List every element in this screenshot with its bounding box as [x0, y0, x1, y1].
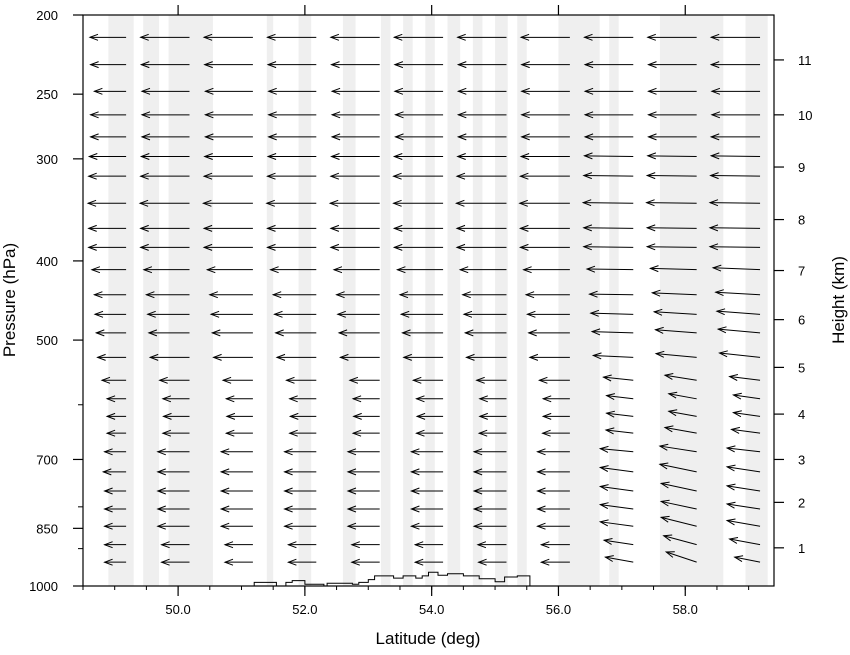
y2-axis-label: Height (km)	[829, 256, 848, 344]
wind-vector-17-4	[354, 413, 380, 419]
wind-vector-11-5	[400, 292, 443, 298]
wind-vector-5-5	[394, 154, 443, 160]
wind-vector-10-5	[397, 267, 443, 273]
y-tick-label-6: 850	[36, 521, 58, 537]
vector-shaft	[583, 203, 633, 204]
wind-vector-13-4	[339, 330, 380, 336]
wind-vector-22-4	[348, 506, 380, 512]
vector-shaft	[647, 203, 697, 204]
wind-vector-4-5	[396, 134, 444, 140]
shaded-band-5	[343, 15, 356, 586]
y-axis-label: Pressure (hPa)	[0, 242, 19, 358]
shaded-band-12	[517, 15, 527, 586]
y2-tick-label-5: 6	[798, 312, 806, 328]
y-tick-label-3: 400	[36, 253, 58, 269]
wind-vector-9-5	[394, 244, 443, 250]
wind-vector-14-5	[404, 354, 443, 360]
y2-tick-label-3: 4	[798, 407, 806, 423]
wind-vector-3-4	[332, 112, 380, 118]
wind-vector-19-4	[348, 449, 380, 455]
vector-shaft	[587, 269, 633, 270]
wind-vector-11-4	[337, 292, 380, 298]
wind-vector-0-5	[394, 34, 443, 40]
wind-vector-7-5	[394, 200, 443, 206]
vector-shaft	[710, 247, 760, 248]
y-tick-label-7: 1000	[29, 579, 58, 594]
wind-vector-20-2	[221, 469, 253, 475]
wind-vector-25-2	[225, 559, 253, 565]
x-tick-label-0: 50.0	[165, 602, 191, 617]
x-tick-label-1: 52.0	[292, 602, 318, 617]
wind-vector-24-4	[352, 542, 380, 548]
vector-shaft	[584, 176, 633, 177]
wind-vector-10-2	[207, 267, 253, 273]
wind-vector-11-2	[210, 292, 253, 298]
wind-vector-15-4	[350, 377, 380, 383]
wind-vector-16-2	[226, 396, 253, 402]
y-axis-ticks	[29, 8, 83, 594]
wind-vector-13-2	[212, 330, 253, 336]
shaded-band-8	[425, 15, 435, 586]
shaded-band-9	[448, 15, 461, 586]
wind-vector-24-2	[225, 542, 253, 548]
vector-shaft	[584, 156, 633, 157]
x-tick-label-3: 56.0	[545, 602, 572, 617]
shaded-band-3	[267, 15, 273, 586]
terrain-profile	[254, 572, 530, 586]
wind-vector-15-2	[223, 377, 253, 383]
wind-vector-18-2	[226, 430, 253, 436]
wind-vector-20-4	[348, 469, 380, 475]
vector-shaft	[647, 247, 696, 248]
terrain-line	[254, 572, 530, 586]
wind-vector-2-4	[332, 88, 380, 94]
shaded-band-4	[299, 15, 312, 586]
wind-vector-22-2	[221, 506, 253, 512]
shaded-band-13	[558, 15, 599, 586]
wind-vector-19-2	[221, 449, 253, 455]
wind-vector-14-2	[214, 354, 253, 360]
y-tick-label-2: 300	[36, 151, 58, 167]
shaded-band-0	[108, 15, 133, 586]
shaded-band-1	[143, 15, 159, 586]
wind-vector-17-2	[227, 413, 253, 419]
shaded-band-7	[403, 15, 413, 586]
wind-vector-2-5	[395, 88, 443, 94]
y2-tick-label-8: 9	[798, 160, 806, 176]
wind-vector-6-5	[394, 173, 443, 179]
shaded-band-16	[745, 15, 767, 586]
shaded-band-10	[473, 15, 483, 586]
y-tick-label-0: 200	[36, 8, 58, 23]
vector-shaft	[711, 156, 760, 157]
wind-vector-12-4	[338, 311, 380, 317]
vector-shaft	[710, 228, 760, 229]
y2-tick-label-10: 11	[798, 52, 812, 68]
wind-vector-16-4	[353, 396, 380, 402]
wind-vector-21-4	[348, 488, 380, 494]
wind-vector-21-2	[221, 488, 253, 494]
x-tick-label-2: 54.0	[419, 602, 445, 617]
y-tick-label-5: 700	[36, 452, 58, 468]
y-tick-label-1: 250	[36, 87, 58, 103]
y2-tick-label-9: 10	[798, 107, 813, 123]
vector-shaft	[590, 294, 634, 295]
vector-shaft	[647, 176, 696, 177]
y2-tick-label-2: 3	[798, 452, 806, 468]
wind-vector-23-2	[221, 523, 253, 529]
wind-vector-4-4	[332, 134, 380, 140]
y2-axis-ticks	[774, 53, 812, 556]
shaded-band-14	[609, 15, 619, 586]
vector-shaft	[584, 247, 633, 248]
vector-shaft	[647, 228, 696, 229]
x-tick-label-4: 58.0	[672, 602, 698, 617]
wind-vector-3-5	[396, 112, 444, 118]
y2-tick-label-1: 2	[798, 495, 806, 511]
y2-tick-label-4: 5	[798, 360, 806, 376]
shaded-band-2	[169, 15, 213, 586]
vector-shaft	[711, 176, 760, 177]
y2-tick-label-6: 7	[798, 263, 806, 279]
vector-shaft	[710, 203, 760, 204]
y2-tick-label-7: 8	[798, 212, 806, 228]
wind-vector-10-4	[334, 267, 380, 273]
shaded-band-11	[495, 15, 508, 586]
wind-vector-12-5	[401, 311, 443, 317]
wind-vector-18-4	[353, 430, 380, 436]
y2-tick-label-0: 1	[798, 540, 806, 556]
vector-shaft	[584, 228, 633, 229]
wind-vector-13-5	[403, 330, 444, 336]
wind-vector-1-5	[395, 62, 443, 68]
wind-vector-25-4	[352, 559, 380, 565]
y-tick-label-4: 500	[36, 333, 58, 349]
wind-vector-8-5	[394, 225, 443, 231]
x-axis-label: Latitude (deg)	[375, 629, 481, 648]
wind-vector-23-4	[348, 523, 380, 529]
vector-shaft	[648, 156, 697, 157]
wind-vector-14-4	[340, 354, 379, 360]
shaded-band-6	[381, 15, 391, 586]
wind-vector-12-2	[211, 311, 253, 317]
